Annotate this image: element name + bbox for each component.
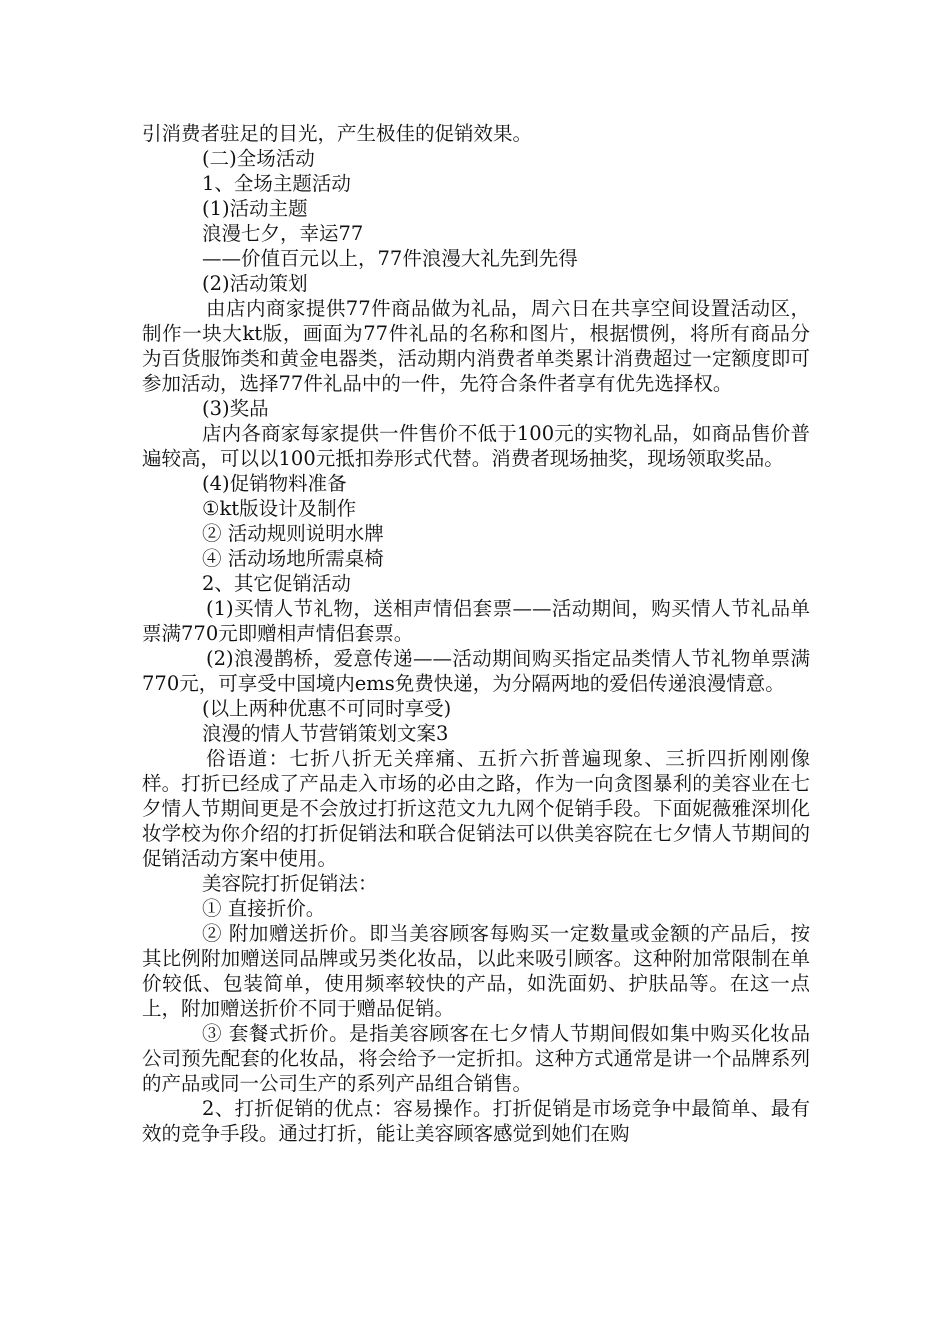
paragraph: ——价值百元以上，77件浪漫大礼先到先得 — [202, 247, 578, 270]
subsection-heading: 1、全场主题活动 — [202, 172, 351, 195]
item-heading: (4)促销物料准备 — [202, 472, 347, 495]
paragraph: 由店内商家提供77件商品做为礼品，周六日在共享空间设置活动区，制作一块大kt版，画面为77件礼品的名称和图片，根据惯例，将所有商品分为百货服饰类和黄金电器类，活动期内消费者单类累计消费超过一定额度即可参加活动，选择77件礼品中的一件，先符合条件者享有优先选择权。 — [142, 297, 810, 395]
paragraph: 店内各商家每家提供一件售价不低于100元的实物礼品，如商品售价普遍较高，可以以100元抵扣券形式代替。消费者现场抽奖，现场领取奖品。 — [142, 422, 810, 470]
paragraph: (以上两种优惠不可同时享受) — [202, 697, 452, 720]
paragraph: 俗语道：七折八折无关痒痛、五折六折普遍现象、三折四折刚刚像样。打折已经成了产品走入市场的必由之路，作为一向贪图暴利的美容业在七夕情人节期间更是不会放过打折这范文九九网个促销手段。下面妮薇雅深圳化妆学校为你介绍的打折促销法和联合促销法可以供美容院在七夕情人节期间的促销活动方案中使用。 — [142, 747, 810, 870]
paragraph: 2、打折促销的优点：容易操作。打折促销是市场竞争中最简单、最有效的竞争手段。通过打折，能让美容顾客感觉到她们在购 — [142, 1097, 810, 1145]
list-item: ② 活动规则说明水牌 — [202, 522, 384, 545]
list-item: ③ 套餐式折价。是指美容顾客在七夕情人节期间假如集中购买化妆品公司预先配套的化妆品，将会给予一定折扣。这种方式通常是讲一个品牌系列的产品或同一公司生产的系列产品组合销售。 — [142, 1022, 810, 1095]
document-body — [142, 121, 810, 1146]
subsection-heading: 2、其它促销活动 — [202, 572, 351, 595]
paragraph: 引消费者驻足的目光，产生极佳的促销效果。 — [142, 122, 533, 145]
list-item: ② 附加赠送折价。即当美容顾客每购买一定数量或金额的产品后，按其比例附加赠送同品牌或另类化妆品，以此来吸引顾客。这种附加常限制在单价较低、包装简单，使用频率较快的产品，如洗面奶、护肤品等。在这一点上，附加赠送折价不同于赠品促销。 — [142, 922, 810, 1020]
item-heading: (3)奖品 — [202, 397, 269, 420]
paragraph: (1)买情人节礼物，送相声情侣套票——活动期间，购买情人节礼品单票满770元即赠相声情侣套票。 — [142, 597, 810, 645]
list-item: ①kt版设计及制作 — [202, 497, 357, 520]
paragraph: 浪漫七夕，幸运77 — [202, 222, 364, 245]
paragraph: 美容院打折促销法： — [202, 872, 378, 895]
paragraph: (2)浪漫鹊桥，爱意传递——活动期间购买指定品类情人节礼物单票满770元，可享受中国境内ems免费快递，为分隔两地的爱侣传递浪漫情意。 — [142, 647, 810, 695]
section-heading: (二)全场活动 — [202, 147, 315, 170]
list-item: ① 直接折价。 — [202, 897, 326, 920]
section-title: 浪漫的情人节营销策划文案3 — [202, 722, 449, 745]
list-item: ④ 活动场地所需桌椅 — [202, 547, 384, 570]
item-heading: (2)活动策划 — [202, 272, 308, 295]
item-heading: (1)活动主题 — [202, 197, 308, 220]
